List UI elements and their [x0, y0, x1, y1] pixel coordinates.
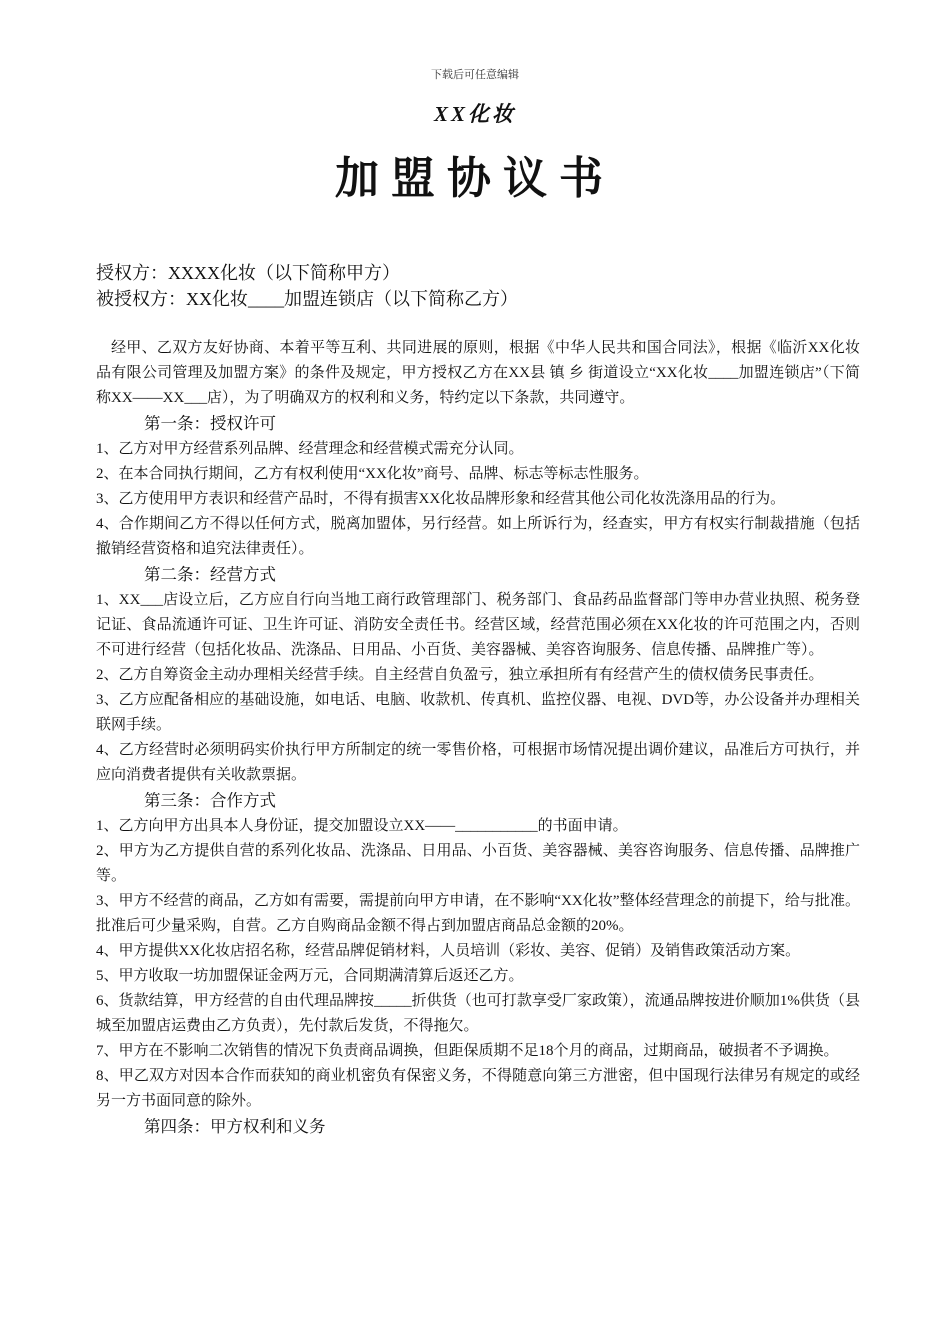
- agreement-body: [96, 336, 860, 1140]
- article-2-item-4: 4、乙方经营时必须明码实价执行甲方所制定的统一零售价格，可根据市场情况提出调价建议，品准后方可执行，并应向消费者提供有关收款票据。: [96, 742, 860, 783]
- article-2-item-2: 2、乙方自筹资金主动办理相关经营手续。自主经营自负盈亏，独立承担所有有经营产生的债权债务民事责任。: [96, 667, 824, 683]
- brand-name: XX化妆: [433, 102, 516, 126]
- article-1-heading: 第一条：授权许可: [144, 414, 276, 433]
- preamble-paragraph: 经甲、乙双方友好协商、本着平等互利、共同进展的原则，根据《中华人民共和国合同法》，根据《临沂XX化妆品有限公司管理及加盟方案》的条件及规定，甲方授权乙方在XX县 镇 乡 街道设立“XX化妆____加盟连锁店”（下简称XX——XX___店），为了明确双方的权利和义务，特约定以下条款，共同遵守。: [96, 340, 860, 406]
- licensor-line: 授权方：XXXX化妆（以下简称甲方）: [96, 263, 400, 283]
- header-note: 下载后可任意编辑: [431, 69, 519, 81]
- parties-block: [96, 260, 876, 312]
- article-3-item-7: 7、甲方在不影响二次销售的情况下负责商品调换，但距保质期不足18个月的商品，过期商品，破损者不予调换。: [96, 1043, 839, 1059]
- article-3-item-1: 1、乙方向甲方出具本人身份证，提交加盟设立XX——___________的书面申请。: [96, 818, 628, 834]
- article-1-item-4: 4、合作期间乙方不得以任何方式，脱离加盟体，另行经营。如上所诉行为，经查实，甲方有权实行制裁措施（包括撤销经营资格和追究法律责任）。: [96, 516, 860, 557]
- article-1-item-3: 3、乙方使用甲方表识和经营产品时，不得有损害XX化妆品牌形象和经营其他公司化妆洗涤用品的行为。: [96, 491, 786, 507]
- article-1-item-2: 2、在本合同执行期间，乙方有权利使用“XX化妆”商号、品牌、标志等标志性服务。: [96, 466, 649, 482]
- document-title: 加盟协议书: [335, 154, 615, 203]
- article-3-item-4: 4、甲方提供XX化妆店招名称，经营品牌促销材料，人员培训（彩妆、美容、促销）及销售政策活动方案。: [96, 943, 801, 959]
- licensee-line: 被授权方：XX化妆____加盟连锁店（以下简称乙方）: [96, 289, 518, 309]
- article-3-item-2: 2、甲方为乙方提供自营的系列化妆品、洗涤品、日用品、小百货、美容器械、美容咨询服务、信息传播、品牌推广等。: [96, 843, 860, 884]
- article-3-heading: 第三条：合作方式: [144, 791, 276, 810]
- article-2-item-1: 1、XX___店设立后，乙方应自行向当地工商行政管理部门、税务部门、食品药品监督部门等申办营业执照、税务登记证、食品流通许可证、卫生许可证、消防安全责任书。经营区域，经营范围必须在XX化妆的许可范围之内，否则不可进行经营（包括化妆品、洗涤品、日用品、小百货、美容器械、美容咨询服务、信息传播、品牌推广等）。: [96, 592, 860, 658]
- article-3-item-5: 5、甲方收取一坊加盟保证金两万元，合同期满清算后返还乙方。: [96, 968, 524, 984]
- article-3-item-3: 3、甲方不经营的商品，乙方如有需要，需提前向甲方申请，在不影响“XX化妆”整体经营理念的前提下，给与批准。批准后可少量采购，自营。乙方自购商品金额不得占到加盟店商品总金额的20%。: [96, 893, 860, 934]
- article-2-item-3: 3、乙方应配备相应的基础设施，如电话、电脑、收款机、传真机、监控仪器、电视、DVD等，办公设备并办理相关联网手续。: [96, 692, 860, 733]
- article-4-heading: 第四条：甲方权利和义务: [144, 1117, 326, 1136]
- article-3-item-6: 6、货款结算，甲方经营的自由代理品牌按_____折供货（也可打款享受厂家政策），流通品牌按进价顺加1%供货（县城至加盟店运费由乙方负责），先付款后发货，不得拖欠。: [96, 993, 860, 1034]
- article-1-item-1: 1、乙方对甲方经营系列品牌、经营理念和经营模式需充分认同。: [96, 441, 524, 457]
- article-3-item-8: 8、甲乙双方对因本合作而获知的商业机密负有保密义务，不得随意向第三方泄密，但中国现行法律另有规定的或经另一方书面同意的除外。: [96, 1068, 860, 1109]
- article-2-heading: 第二条：经营方式: [144, 565, 276, 584]
